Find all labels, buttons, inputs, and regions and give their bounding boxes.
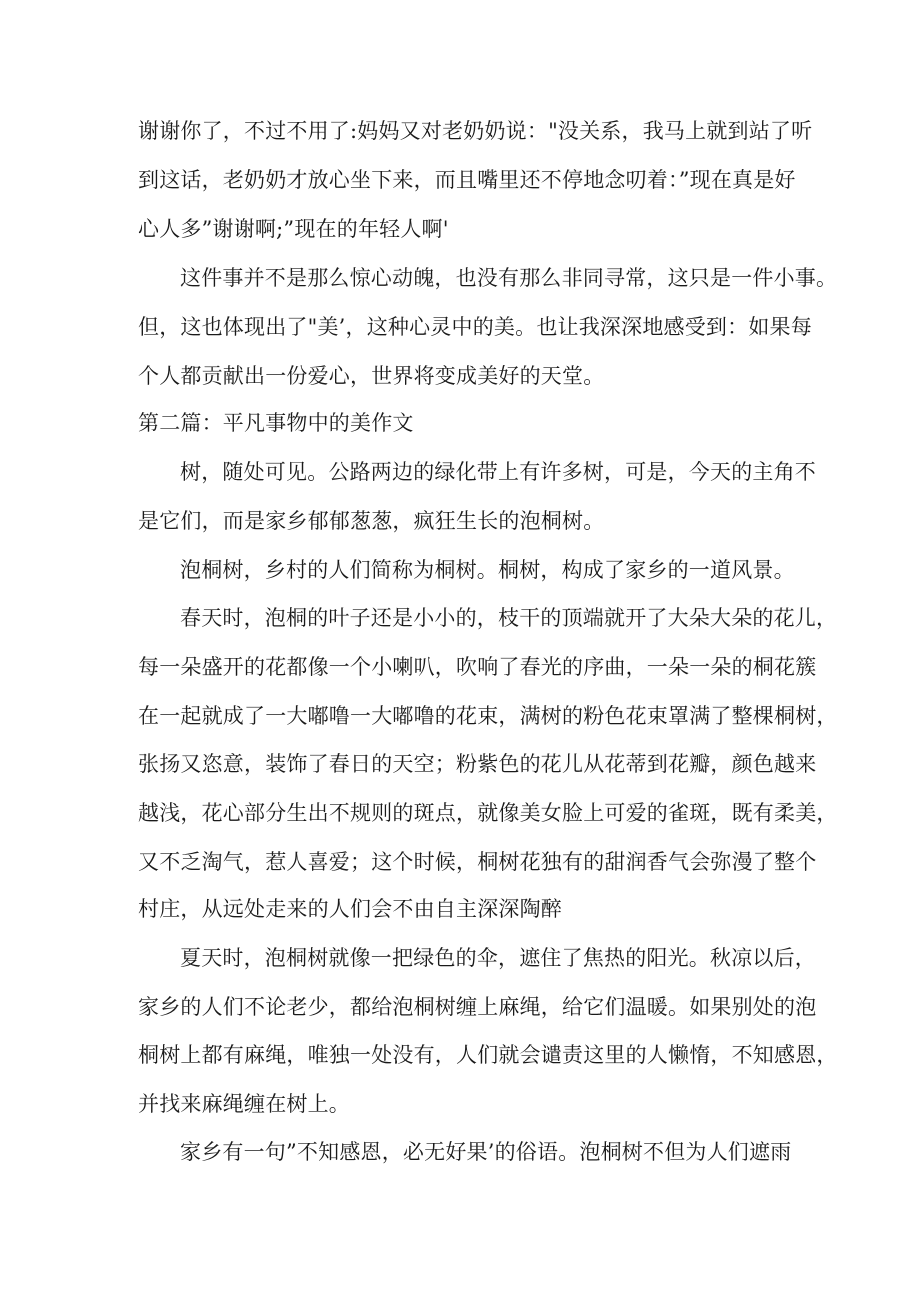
text-line: 个人都贡献出一份爱心，世界将变成美好的天堂。 (138, 364, 605, 388)
text-line: 桐树上都有麻绳，唯独一处没有，人们就会谴责这里的人懒惰，不知感恩， (138, 1043, 838, 1067)
text-line: 越浅，花心部分生出不规则的斑点，就像美女脸上可爱的雀斑，既有柔美， (138, 801, 838, 825)
text-line: 每一朵盛开的花都像一个小喇叭，吹响了春光的序曲，一朵一朵的桐花簇 (138, 655, 817, 679)
text-line: 这件事并不是那么惊心动魄，也没有那么非同寻常，这只是一件小事。 (180, 266, 838, 290)
text-line: 是它们，而是家乡郁郁葱葱，疯狂生长的泡桐树。 (138, 509, 605, 533)
text-line: 夏天时，泡桐树就像一把绿色的伞，遮住了焦热的阳光。秋凉以后， (180, 946, 816, 970)
text-line: 心人多”谢谢啊;”现在的年轻人啊' (138, 217, 449, 241)
text-line: 在一起就成了一大嘟噜一大嘟噜的花束，满树的粉色花束罩满了整棵桐树， (138, 704, 838, 728)
text-line: 到这话，老奶奶才放心坐下来，而且嘴里还不停地念叨着：”现在真是好 (138, 168, 796, 192)
text-line: 谢谢你了，不过不用了:妈妈又对老奶奶说："没关系，我马上就到站了听 (138, 119, 813, 143)
text-line: 又不乏淘气，惹人喜爱；这个时候，桐树花独有的甜润香气会弥漫了整个 (138, 850, 817, 874)
text-line: 并找来麻绳缠在树上。 (138, 1092, 350, 1116)
text-line: 春天时，泡桐的叶子还是小小的，枝干的顶端就开了大朵大朵的花儿， (180, 606, 838, 630)
text-line: 家乡的人们不论老少，都给泡桐树缠上麻绳，给它们温暖。如果别处的泡 (138, 995, 817, 1019)
text-line: 树，随处可见。公路两边的绿化带上有许多树，可是，今天的主角不 (180, 460, 816, 484)
text-line: 村庄，从远处走来的人们会不由自主深深陶醉 (138, 897, 562, 921)
text-line: 张扬又恣意，装饰了春日的天空；粉紫色的花儿从花蒂到花瓣，颜色越来 (138, 752, 817, 776)
text-line: 泡桐树，乡村的人们简称为桐树。桐树，构成了家乡的一道风景。 (180, 558, 795, 582)
text-line: 但，这也体现出了"美’，这种心灵中的美。也让我深深地感受到：如果每 (138, 315, 812, 339)
text-line: 家乡有一句”不知感恩，必无好果’的俗语。泡桐树不但为人们遮雨 (180, 1140, 792, 1164)
section-heading: 第二篇：平凡事物中的美作文 (138, 411, 414, 435)
